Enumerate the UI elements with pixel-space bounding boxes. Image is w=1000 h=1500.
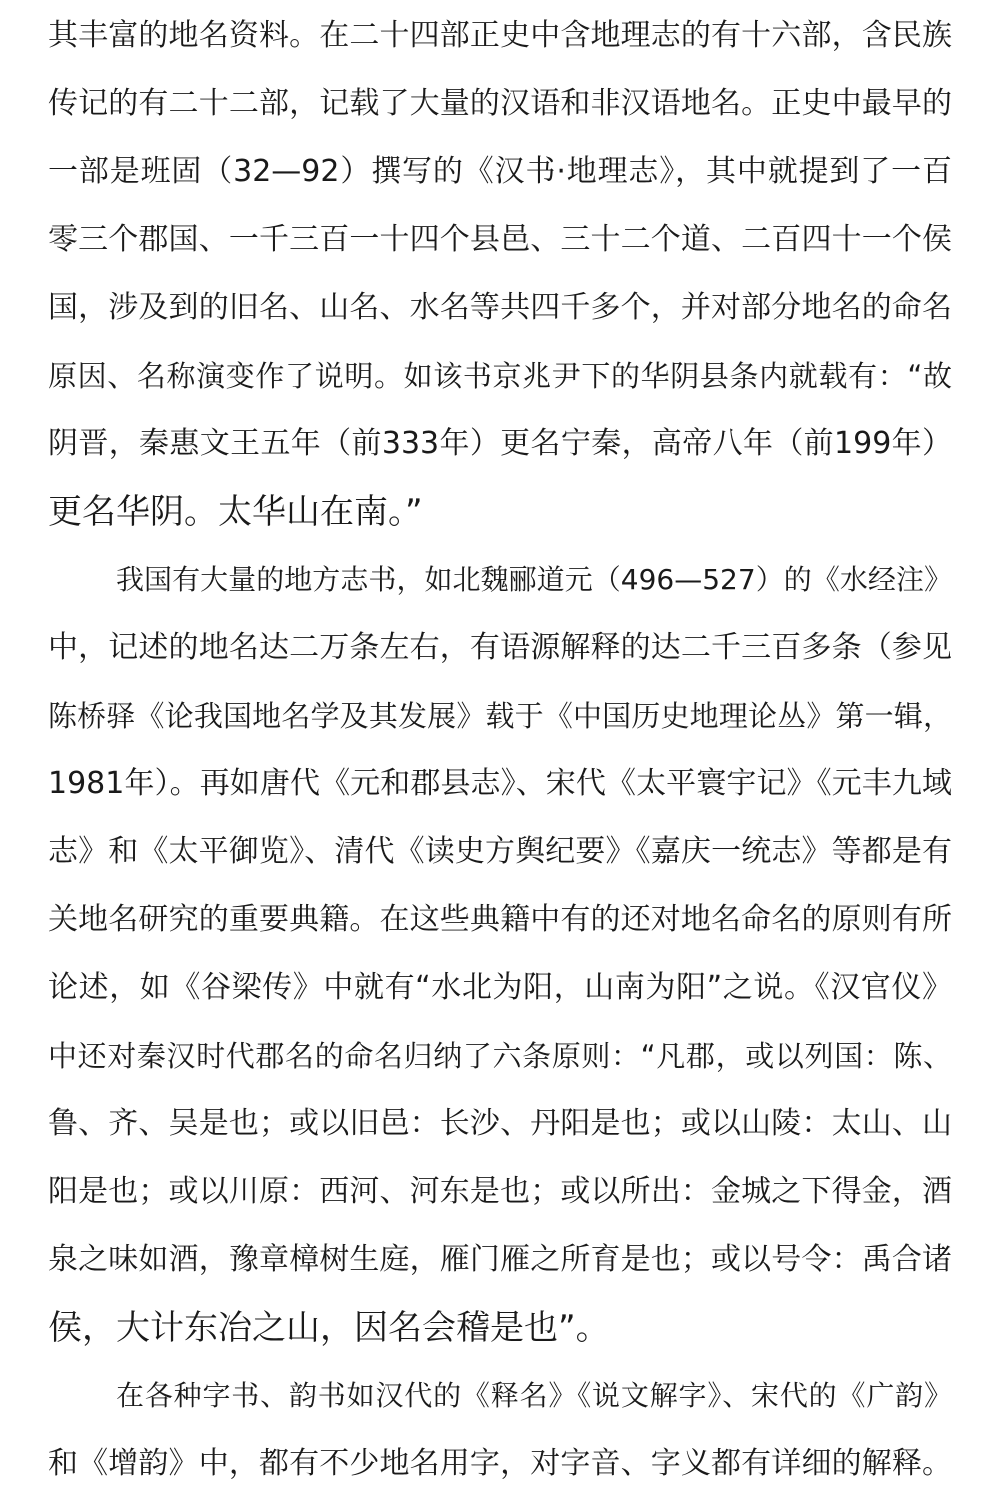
text-line: 志》和《太平御览》、清代《读史方舆纪要》《嘉庆一统志》等都是有 (48, 834, 952, 869)
text-line: 我国有大量的地方志书，如北魏郦道元（496—527）的《水经注》 (116, 563, 952, 596)
text-line: 论述，如《谷梁传》中就有“水北为阳，山南为阳”之说。《汉官仪》 (48, 970, 952, 1005)
text-line: 更名华阴。太华山在南。” (48, 492, 423, 532)
text-line: 和《增韵》中，都有不少地名用字，对字音、字义都有详细的解释。 (48, 1446, 952, 1481)
text-line: 一部是班固（32—92）撰写的《汉书·地理志》，其中就提到了一百 (48, 154, 952, 189)
text-line: 零三个郡国、一千三百一十四个县邑、三十二个道、二百四十一个侯 (48, 222, 952, 257)
text-line: 中还对秦汉时代郡名的命名归纳了六条原则：“凡郡，或以列国：陈、 (48, 1039, 952, 1073)
text-line: 中，记述的地名达二万条左右，有语源解释的达二千三百多条（参见 (48, 630, 952, 665)
text-line: 原因、名称演变作了说明。如该书京兆尹下的华阴县条内就载有：“故 (48, 359, 952, 393)
text-line: 阳是也；或以川原：西河、河东是也；或以所出：金城之下得金，酒 (48, 1174, 952, 1209)
text-line: 关地名研究的重要典籍。在这些典籍中有的还对地名命名的原则有所 (48, 902, 952, 937)
text-line: 国，涉及到的旧名、山名、水名等共四千多个，并对部分地名的命名 (48, 290, 952, 325)
text-line: 其丰富的地名资料。在二十四部正史中含地理志的有十六部，含民族 (48, 18, 952, 53)
text-line: 传记的有二十二部，记载了大量的汉语和非汉语地名。正史中最早的 (48, 86, 952, 121)
text-line: 侯，大计东冶之山，因名会稽是也”。 (48, 1308, 610, 1348)
text-line: 在各种字书、韵书如汉代的《释名》《说文解字》、宋代的《广韵》 (116, 1379, 952, 1412)
text-line: 1981年）。再如唐代《元和郡县志》、宋代《太平寰宇记》《元丰九域 (48, 766, 952, 801)
text-line: 陈桥驿《论我国地名学及其发展》载于《中国历史地理论丛》第一辑， (48, 699, 952, 733)
text-line: 鲁、齐、吴是也；或以旧邑：长沙、丹阳是也；或以山陵：太山、山 (48, 1106, 952, 1141)
text-line: 阴晋，秦惠文王五年（前333年）更名宁秦，高帝八年（前199年） (48, 426, 952, 461)
text-line: 泉之味如酒，豫章樟树生庭，雁门雁之所育是也；或以号令：禹合诸 (48, 1242, 952, 1277)
